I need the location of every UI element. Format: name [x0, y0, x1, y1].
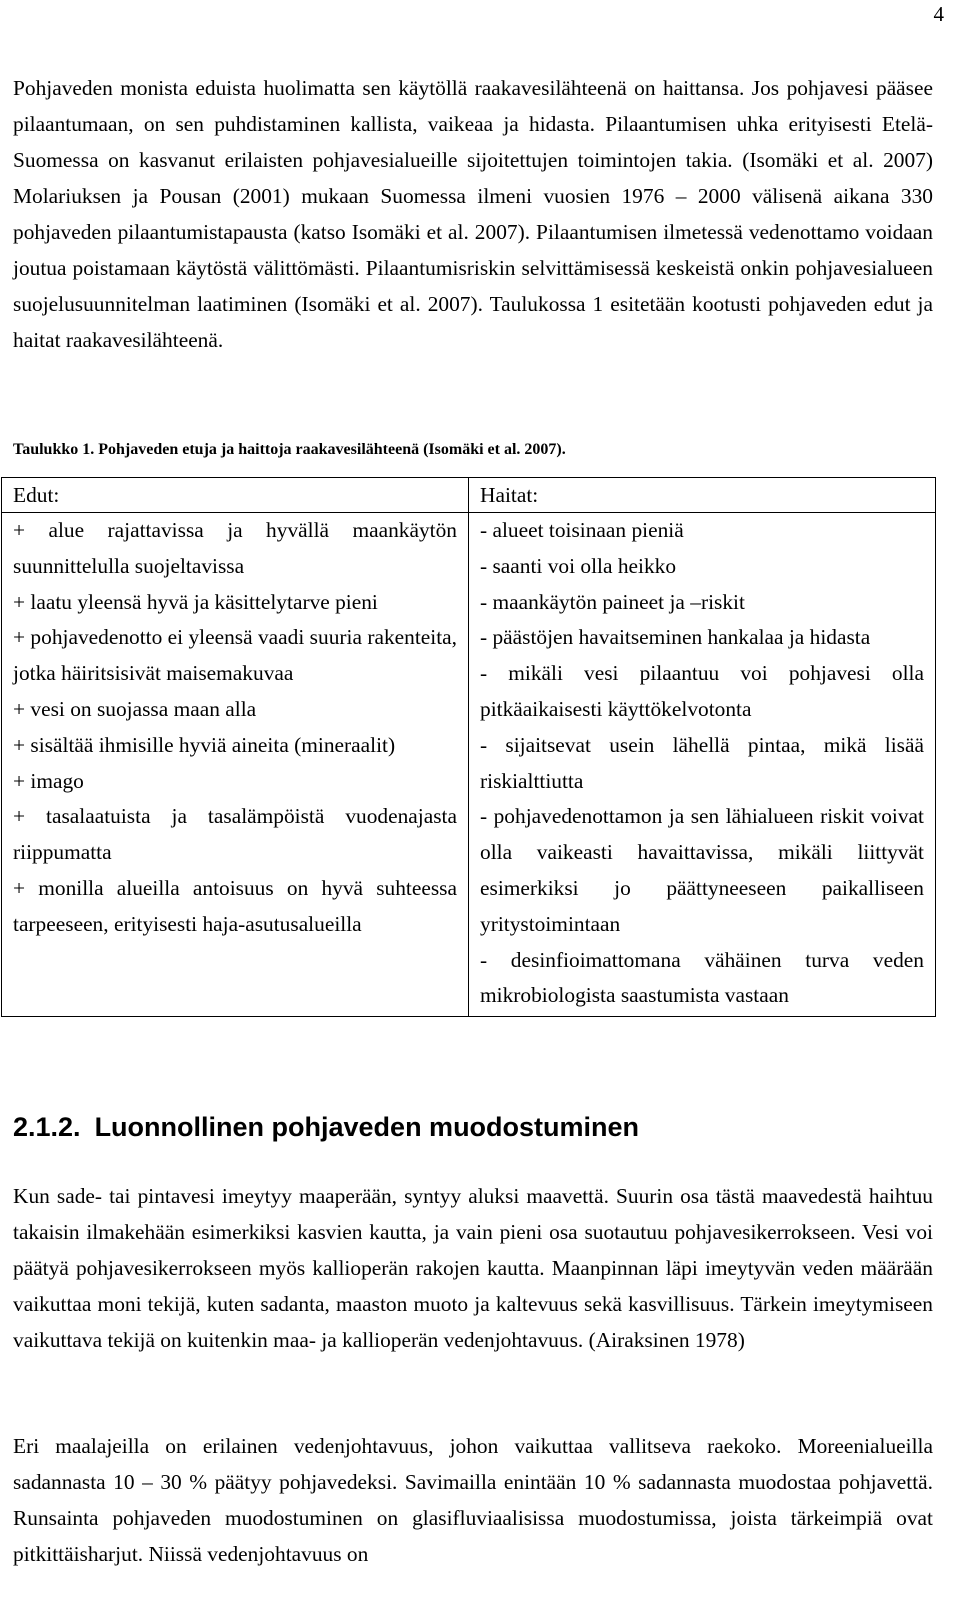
disadvantages-header: Haitat: — [469, 478, 936, 513]
page-number: 4 — [933, 2, 944, 26]
disadvantage-item: - desinfioimattomana vähäinen turva veden mikrobiologista saastumista vastaan — [480, 947, 924, 1008]
advantage-item: + imago — [13, 768, 84, 793]
advantages-header: Edut: — [2, 478, 469, 513]
disadvantage-item: - pohjavedenottamon ja sen lähialueen riskit voivat olla vaikeasti havaittavissa, mikäli liittyvät esimerkiksi jo päättyneeseen paikalliseen yritystoimintaan — [480, 804, 924, 936]
advantage-item: + alue rajattavissa ja hyvällä maankäytön suunnittelulla suojeltavissa — [13, 518, 457, 578]
advantage-item: + sisältää ihmisille hyviä aineita (mineraalit) — [13, 732, 396, 757]
disadvantage-item: - sijaitsevat usein lähellä pintaa, mikä lisää riskialttiutta — [480, 732, 924, 793]
section-number: 2.1.2. — [13, 1112, 81, 1142]
advantages-cell — [2, 513, 469, 1017]
paragraph-3: Eri maalajeilla on erilainen vedenjohtavuus, johon vaikuttaa vallitseva raekoko. Moreenialueilla sadannasta 10 – 30 % päätyy pohjavedeksi. Savimailla enintään 10 % sadannasta muodostaa pohjavettä. Runsainta pohjaveden muodostuminen on glasifluviaalisissa muodostumissa, joista tärkeimpiä ovat pitkittäisharjut. Niissä vedenjohtavuus on — [13, 1434, 933, 1566]
advantage-item: + laatu yleensä hyvä ja käsittelytarve pieni — [13, 589, 378, 614]
disadvantage-item: - alueet toisinaan pieniä — [480, 518, 684, 542]
disadvantage-item: - saanti voi olla heikko — [480, 553, 677, 578]
paragraph-2: Kun sade- tai pintavesi imeytyy maaperään, syntyy aluksi maavettä. Suurin osa tästä maavedestä haihtuu takaisin ilmakehään esimerkiksi kasvien kautta, ja vain pieni osa suotautuu pohjavesikerrokseen. Vesi voi päätyä pohjavesikerrokseen myös kallioperän rakojen kautta. Maanpinnan läpi imeytyvän veden määrään vaikuttaa moni tekijä, kuten sadanta, maaston muoto ja kaltevuus sekä kasvillisuus. Tärkein imeytymiseen vaikuttava tekijä on kuitenkin maa- ja kallioperän vedenjohtavuus. (Airaksinen 1978) — [13, 1184, 933, 1352]
advantage-item: + monilla alueilla antoisuus on hyvä suhteessa tarpeeseen, erityisesti haja-asutusalueilla — [13, 875, 457, 936]
intro-paragraph: Pohjaveden monista eduista huolimatta sen käytöllä raakavesilähteenä on haittansa. Jos pohjavesi pääsee pilaantumaan, on sen puhdistaminen kallista, vaikeaa ja hidasta. Pilaantumisen uhka erityisesti Etelä-Suomessa on kasvanut erilaisten pohjavesialueille sijoitettujen toimintojen takia. (Isomäki et al. 2007) Molariuksen ja Pousan (2001) mukaan Suomessa ilmeni vuosien 1976 – 2000 välisenä aikana 330 pohjaveden pilaantumistapausta (katso Isomäki et al. 2007). Pilaantumisen ilmetessä vedenottamo voidaan joutua poistamaan käytöstä välittömästi. Pilaantumisriskin selvittämisessä keskeistä onkin pohjavesialueen suojelusuunnitelman laatiminen (Isomäki et al. 2007). Taulukossa 1 esitetään kootusti pohjaveden edut ja haitat raakavesilähteenä. — [13, 76, 933, 352]
disadvantage-item: - mikäli vesi pilaantuu voi pohjavesi olla pitkäaikaisesti käyttökelvotonta — [480, 661, 924, 721]
section-title: Luonnollinen pohjaveden muodostuminen — [94, 1112, 640, 1142]
table-caption: Taulukko 1. Pohjaveden etuja ja haittoja raakavesilähteenä (Isomäki et al. 2007). — [13, 441, 566, 458]
table-body-row — [2, 513, 936, 1017]
disadvantage-item: - päästöjen havaitseminen hankalaa ja hidasta — [480, 625, 871, 650]
disadvantage-item: - maankäytön paineet ja –riskit — [480, 589, 745, 614]
table-header-row — [2, 478, 936, 513]
disadvantages-cell — [469, 513, 936, 1017]
advantage-item: + tasalaatuista ja tasalämpöistä vuodenajasta riippumatta — [13, 804, 457, 865]
advantage-item: + vesi on suojassa maan alla — [13, 696, 257, 721]
section-heading — [13, 1112, 639, 1143]
advantages-disadvantages-table — [1, 477, 936, 1017]
advantage-item: + pohjavedenotto ei yleensä vaadi suuria rakenteita, jotka häiritsisivät maisemakuvaa — [13, 625, 457, 686]
